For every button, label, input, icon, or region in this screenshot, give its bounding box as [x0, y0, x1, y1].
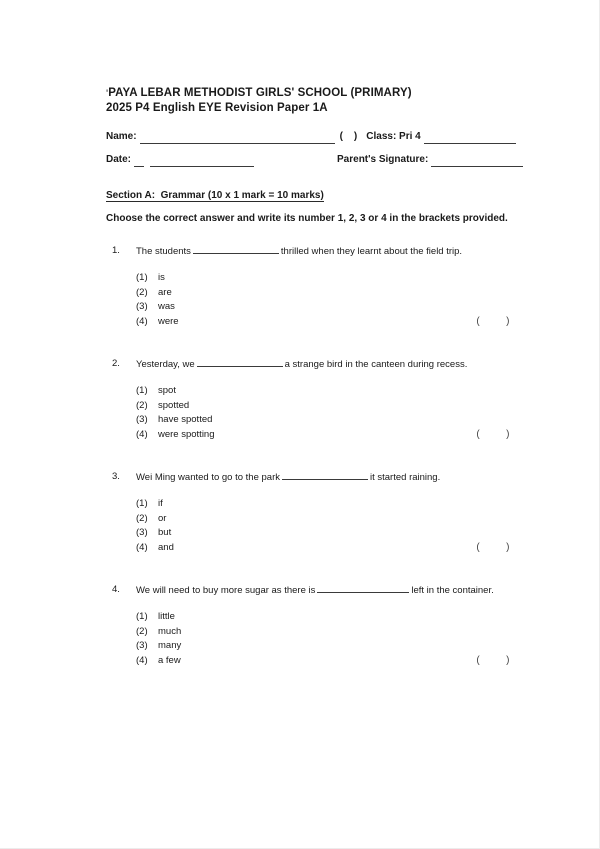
bracket-open: (	[476, 654, 481, 666]
option-label: if	[158, 498, 163, 509]
option-number: (1)	[136, 385, 148, 396]
bracket-close: )	[506, 541, 510, 553]
question-3-text	[136, 470, 518, 485]
question-2-number: 2.	[112, 358, 120, 369]
question-4-answer-bracket[interactable]	[476, 654, 510, 669]
option-number: (3)	[136, 301, 148, 312]
option-label: spot	[158, 385, 176, 396]
option-label: and	[158, 541, 174, 553]
option-label: spotted	[158, 399, 190, 411]
section-a-instruction: Choose the correct answer and write its number 1, 2, 3 or 4 in the brackets provided.	[106, 213, 508, 224]
option-label: were	[158, 315, 179, 327]
question-1-option-3[interactable]	[136, 300, 518, 315]
question-4-head	[106, 583, 518, 598]
question-4-options	[136, 610, 518, 668]
option-number: (1)	[136, 272, 148, 283]
question-3-answer-bracket[interactable]	[476, 541, 510, 556]
question-1-option-4[interactable]	[136, 315, 518, 330]
option-label: little	[158, 611, 175, 622]
question-1-option-1[interactable]	[136, 271, 518, 286]
question-2	[106, 357, 518, 442]
question-3-head	[106, 470, 518, 485]
date-label: Date:	[106, 154, 132, 165]
index-open-paren: (	[339, 131, 343, 142]
bracket-close: )	[506, 315, 510, 327]
option-number: (4)	[136, 428, 148, 440]
question-1-text-before: The students	[136, 246, 191, 257]
question-4-text	[136, 583, 518, 598]
question-1-option-2[interactable]	[136, 286, 518, 301]
question-2-head	[106, 357, 518, 372]
question-2-option-1[interactable]	[136, 384, 518, 399]
name-label: Name:	[106, 131, 137, 142]
question-2-option-4[interactable]	[136, 428, 518, 443]
paper-content	[106, 86, 518, 690]
option-label: was	[158, 301, 175, 312]
question-3	[106, 470, 518, 555]
question-2-text-before: Yesterday, we	[136, 359, 195, 370]
school-name: PAYA LEBAR METHODIST GIRLS' SCHOOL (PRIMARY)	[108, 87, 412, 99]
option-label: a few	[158, 654, 181, 666]
question-4-text-before: We will need to buy more sugar as there is	[136, 585, 316, 596]
option-label: is	[158, 272, 165, 283]
question-2-option-2[interactable]	[136, 399, 518, 414]
option-label: or	[158, 512, 167, 524]
option-label: much	[158, 625, 182, 637]
option-number: (1)	[136, 611, 148, 622]
date-input-line-a[interactable]	[134, 156, 144, 167]
option-label: but	[158, 527, 172, 538]
question-3-number: 3.	[112, 471, 120, 482]
question-3-text-before: Wei Ming wanted to go to the park	[136, 472, 280, 483]
question-1-options	[136, 271, 518, 329]
option-label: are	[158, 286, 172, 298]
signature-input-line[interactable]	[431, 156, 523, 167]
question-2-text-after: a strange bird in the canteen during recess.	[284, 359, 468, 370]
date-signature-row	[106, 153, 518, 167]
question-1-number: 1.	[112, 245, 120, 256]
bracket-close: )	[506, 654, 510, 666]
option-number: (4)	[136, 315, 148, 327]
option-label: were spotting	[158, 428, 215, 440]
bracket-open: (	[476, 428, 481, 440]
question-4-option-3[interactable]	[136, 639, 518, 654]
option-number: (3)	[136, 414, 148, 425]
option-number: (2)	[136, 512, 148, 524]
option-label: many	[158, 640, 182, 651]
question-2-blank[interactable]	[197, 357, 283, 367]
question-3-blank[interactable]	[282, 470, 368, 480]
question-3-option-4[interactable]	[136, 541, 518, 556]
date-input-line-b[interactable]	[150, 156, 254, 167]
bracket-open: (	[476, 315, 481, 327]
question-3-option-1[interactable]	[136, 497, 518, 512]
option-number: (3)	[136, 527, 148, 538]
question-1-blank[interactable]	[193, 244, 279, 254]
option-number: (2)	[136, 286, 148, 298]
paper-header	[106, 86, 518, 116]
option-number: (1)	[136, 498, 148, 509]
scan-artifact-mark: '	[106, 88, 109, 98]
question-2-answer-bracket[interactable]	[476, 428, 510, 443]
paper-title: 2025 P4 English EYE Revision Paper 1A	[106, 102, 328, 114]
question-1-text	[136, 244, 518, 259]
index-close-paren: )	[353, 131, 358, 142]
class-label: Class: Pri 4	[366, 131, 421, 142]
question-4-number: 4.	[112, 584, 120, 595]
name-input-line[interactable]	[140, 133, 335, 144]
class-input-line[interactable]	[424, 133, 516, 144]
option-number: (4)	[136, 541, 148, 553]
option-number: (2)	[136, 625, 148, 637]
option-number: (2)	[136, 399, 148, 411]
section-a-heading: Section A: Grammar (10 x 1 mark = 10 marks)	[106, 190, 324, 201]
question-1-answer-bracket[interactable]	[476, 315, 510, 330]
option-label: have spotted	[158, 414, 213, 425]
name-class-row	[106, 130, 518, 144]
school-name-line	[106, 86, 518, 101]
question-4-text-after: left in the container.	[411, 585, 494, 596]
question-4-blank[interactable]	[317, 583, 409, 593]
question-3-text-after: it started raining.	[370, 472, 441, 483]
question-1-text-after: thrilled when they learnt about the field trip.	[280, 246, 463, 257]
question-1	[106, 244, 518, 329]
bracket-close: )	[506, 428, 510, 440]
option-number: (3)	[136, 640, 148, 651]
question-1-head	[106, 244, 518, 259]
option-number: (4)	[136, 654, 148, 666]
question-4	[106, 583, 518, 668]
question-4-option-2[interactable]	[136, 625, 518, 640]
question-3-options	[136, 497, 518, 555]
question-4-option-4[interactable]	[136, 654, 518, 669]
bracket-open: (	[476, 541, 481, 553]
question-2-text	[136, 357, 518, 372]
signature-label: Parent's Signature:	[337, 154, 429, 165]
question-2-options	[136, 384, 518, 442]
question-3-option-2[interactable]	[136, 512, 518, 527]
question-2-option-3[interactable]	[136, 413, 518, 428]
question-4-option-1[interactable]	[136, 610, 518, 625]
question-3-option-3[interactable]	[136, 526, 518, 541]
